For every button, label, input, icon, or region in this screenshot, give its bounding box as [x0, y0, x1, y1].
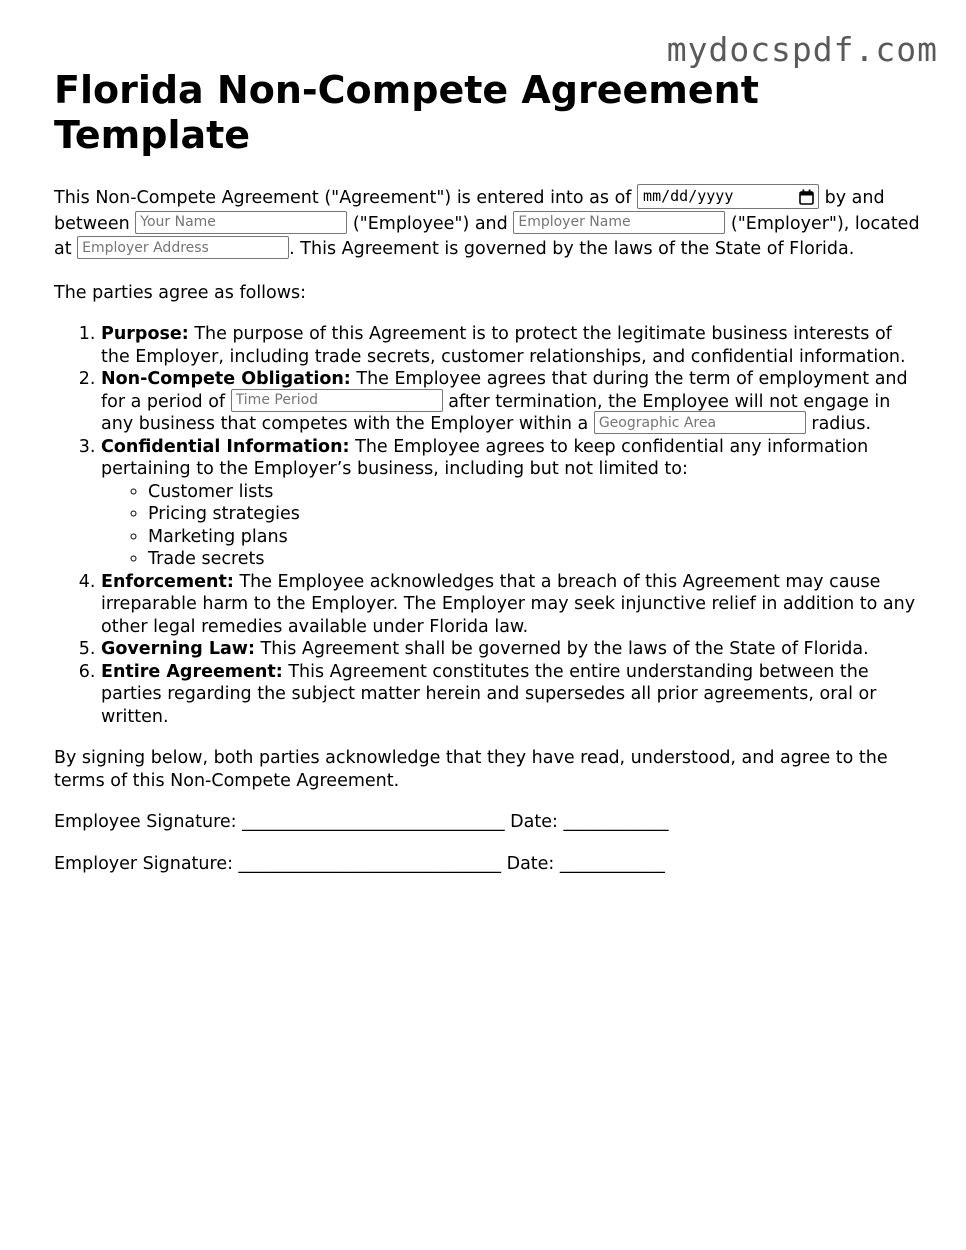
closing-paragraph: By signing below, both parties acknowledge that they have read, understood, and agree to the terms of this Non-Compete Agreement.: [54, 748, 888, 791]
employer-name-input[interactable]: [513, 211, 725, 234]
time-period-input[interactable]: [231, 389, 443, 412]
term-text: radius.: [811, 414, 872, 434]
term-non-compete: [101, 368, 926, 436]
terms-list: [54, 323, 926, 728]
agreement-date-input[interactable]: [637, 184, 819, 209]
date-placeholder: mm/dd/yyyy: [643, 186, 734, 205]
employee-signature-line: Employee Signature: ______________________________ Date: ____________: [54, 812, 669, 832]
document-body: [54, 68, 926, 894]
term-entire-agreement: [101, 661, 926, 729]
term-text: The Employee acknowledges that a breach of this Agreement may cause irreparable harm to the Employer. The Employer may seek injunctive relief in addition to any other legal remedies available under Florida law.: [101, 571, 916, 637]
term-heading: Purpose:: [101, 324, 189, 344]
intro-text-2: by and between: [54, 188, 885, 234]
confidential-items-list: [101, 481, 926, 571]
intro-text-4: ("Employer"), located at: [54, 213, 920, 259]
page-title: Florida Non-Compete Agreement Template: [54, 68, 759, 157]
geographic-area-input[interactable]: [594, 411, 806, 434]
term-heading: Confidential Information:: [101, 436, 350, 457]
term-heading: Non-Compete Obligation:: [101, 369, 351, 389]
watermark: mydocspdf.com: [666, 30, 938, 69]
list-item: ◦ Pricing strategies: [148, 503, 926, 526]
intro-text-1: This Non-Compete Agreement ("Agreement") is entered into as of: [54, 188, 632, 208]
employer-signature-line: Employer Signature: ______________________________ Date: ____________: [54, 853, 665, 874]
term-purpose: [101, 323, 926, 368]
lead-text: The parties agree as follows:: [54, 282, 307, 303]
intro-text-5: . This Agreement is governed by the laws of the State of Florida.: [289, 239, 855, 259]
term-text: The Employee agrees that during the term of employment and for a period of: [101, 369, 908, 412]
term-heading: Governing Law:: [101, 639, 255, 659]
term-text: after termination, the Employee will not engage in any business that competes with the Employer within a: [101, 391, 891, 434]
term-heading: Entire Agreement:: [101, 661, 283, 682]
term-text: The Employee agrees to keep confidential any information pertaining to the Employer’s business, including but not limited to:: [101, 436, 869, 479]
employer-address-input[interactable]: [77, 236, 289, 259]
term-confidential: [101, 436, 926, 571]
employee-name-input[interactable]: [135, 211, 347, 234]
intro-text-3: ("Employee") and: [352, 213, 508, 234]
term-text: The purpose of this Agreement is to protect the legitimate business interests of the Employer, including trade secrets, customer relationships, and confidential information.: [101, 324, 906, 367]
term-text: This Agreement constitutes the entire understanding between the parties regarding the subject matter herein and supersedes all prior agreements, oral or written.: [101, 661, 877, 727]
term-enforcement: [101, 571, 926, 639]
list-item: ◦ Trade secrets: [148, 548, 926, 571]
list-item: ◦ Customer lists: [148, 481, 926, 504]
term-governing-law: [101, 638, 926, 661]
list-item: ◦ Marketing plans: [148, 526, 926, 549]
term-text: This Agreement shall be governed by the laws of the State of Florida.: [260, 639, 869, 659]
intro-paragraph: [54, 186, 926, 263]
calendar-icon[interactable]: [799, 189, 814, 205]
term-heading: Enforcement:: [101, 571, 234, 592]
